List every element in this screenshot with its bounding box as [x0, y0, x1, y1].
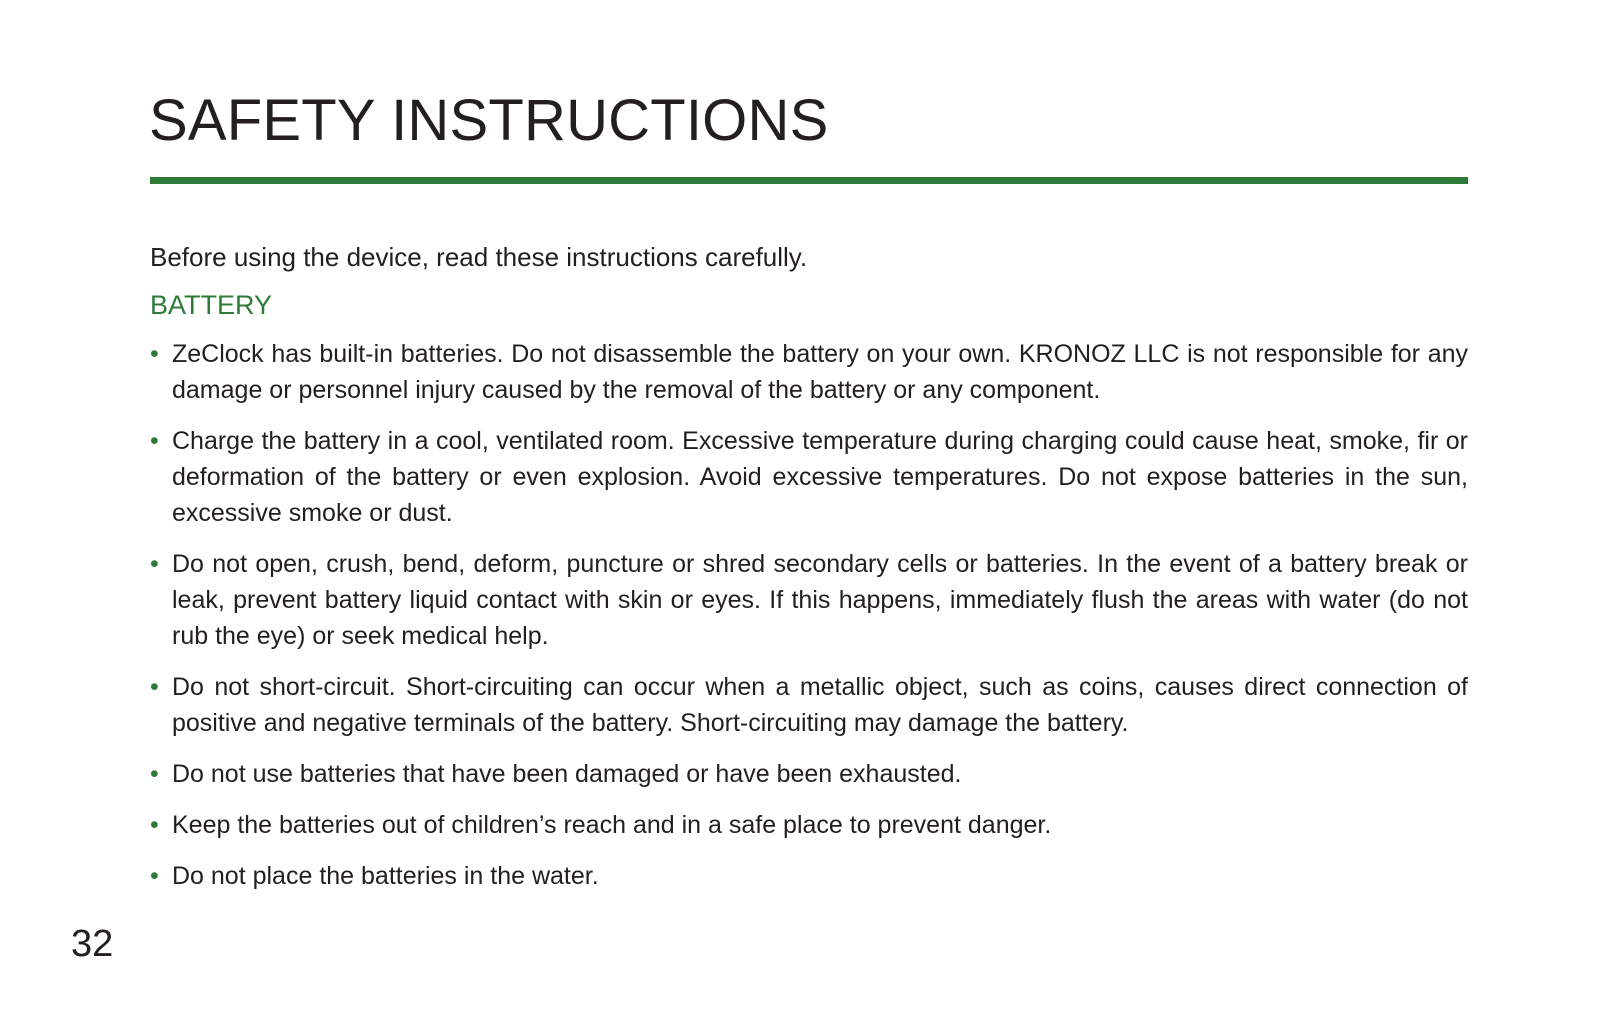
list-item-text: Do not use batteries that have been damaged or have been exhausted. — [172, 760, 962, 788]
list-item — [150, 807, 1468, 843]
list-item — [150, 756, 1468, 792]
bullet-icon: • — [150, 673, 159, 701]
list-item — [150, 336, 1468, 408]
bullet-icon: • — [150, 340, 159, 368]
bullet-icon: • — [150, 811, 159, 839]
list-item-text: Do not open, crush, bend, deform, puncture or shred secondary cells or batteries. In the event of a battery break or leak, prevent battery liquid contact with skin or eyes. If this happens, immediately flush the areas with water (do not rub the eye) or seek medical help. — [172, 550, 1468, 650]
page-number: 32 — [71, 923, 114, 965]
instructions-content — [150, 240, 1468, 894]
list-item — [150, 546, 1468, 654]
intro-text: Before using the device, read these instructions carefully. — [150, 242, 808, 272]
bullet-icon: • — [150, 862, 159, 890]
list-item — [150, 423, 1468, 531]
battery-section-heading: BATTERY — [150, 290, 273, 320]
list-item-text: Do not place the batteries in the water. — [172, 862, 599, 890]
page-title: SAFETY INSTRUCTIONS — [149, 88, 829, 153]
bullet-icon: • — [150, 550, 159, 578]
list-item-text: ZeClock has built-in batteries. Do not disassemble the battery on your own. KRONOZ LLC is not responsible for any damage or personnel injury caused by the removal of the battery or any component. — [172, 340, 1468, 404]
bullet-icon: • — [150, 427, 159, 455]
bullet-icon: • — [150, 760, 159, 788]
list-item-text: Keep the batteries out of children’s reach and in a safe place to prevent danger. — [172, 811, 1052, 839]
list-item — [150, 669, 1468, 741]
battery-instructions-list — [150, 336, 1468, 894]
list-item-text: Do not short-circuit. Short-circuiting can occur when a metallic object, such as coins, causes direct connection of positive and negative terminals of the battery. Short-circuiting may damage the battery. — [172, 673, 1468, 737]
list-item-text: Charge the battery in a cool, ventilated room. Excessive temperature during charging could cause heat, smoke, fir or deformation of the battery or even explosion. Avoid excessive temperatures. Do not expose batteries in the sun, excessive smoke or dust. — [172, 427, 1468, 527]
list-item — [150, 858, 1468, 894]
title-divider — [150, 177, 1468, 184]
